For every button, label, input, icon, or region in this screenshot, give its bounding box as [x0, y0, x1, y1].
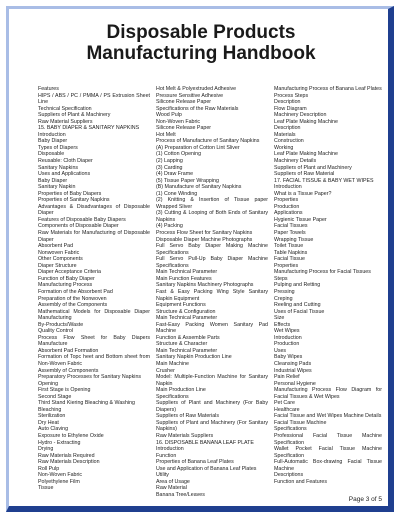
- contents-item: (1) Cotton Opening: [156, 151, 202, 158]
- contents-item: Facial Tissue Machine: [274, 419, 327, 426]
- contents-item: Sterilization: [38, 413, 66, 420]
- contents-item: Third Stand Kiering Bleaching & Washing: [38, 400, 135, 407]
- contents-item: Properties: [274, 262, 299, 269]
- contents-item: (1) Cone Winding: [156, 190, 198, 197]
- contents-item: Introduction: [38, 131, 66, 138]
- contents-item: Process of Manufacture of Sanitary Napkins: [156, 138, 260, 145]
- contents-item: Introduction: [156, 446, 184, 453]
- contents-item: Components of Disposable Diaper: [38, 223, 119, 230]
- contents-item: Pain Relief: [274, 374, 300, 381]
- contents-item: Manufacturing Process for Facial Tissues: [274, 269, 371, 276]
- contents-item: Suppliers of Plant and Machinery (For Sanitary Napkins): [156, 419, 268, 433]
- contents-item: Sanitary Napkins: [38, 164, 79, 171]
- contents-item: 15. BABY DIAPER & SANITARY NAPKINS: [38, 125, 140, 132]
- contents-item: Wallet Pocket Facial Tissue Machine Specification: [274, 446, 382, 459]
- contents-item: Introduction: [274, 334, 302, 341]
- contents-item: Hygienic Tissue Paper: [274, 216, 327, 223]
- contents-item: Cleansing Pads: [274, 360, 312, 367]
- contents-item: Facial Tissue and Wet Wipes Machine Details: [274, 413, 382, 420]
- contents-item: Paper Towels: [274, 230, 306, 237]
- contents-item: Types of Diapers: [38, 144, 78, 151]
- contents-item: Full Servo Baby Diaper Making Machine Specifications: [156, 243, 268, 256]
- contents-item: Equipment Functions: [156, 302, 206, 309]
- contents-item: Steps: [274, 275, 288, 282]
- contents-item: Function: [156, 452, 177, 459]
- contents-item: Mathematical Models for Disposable Diaper Manufacturing: [38, 308, 150, 322]
- contents-item: Working: [274, 144, 294, 151]
- contents-item: Main Machine: [156, 360, 189, 367]
- contents-item: Advantages & Disadvantages of Disposable Diaper: [38, 203, 150, 217]
- contents-item: Hot Melt & Polyextruded Adhesive: [156, 86, 237, 92]
- contents-item: Industrial Wipes: [274, 367, 312, 374]
- contents-item: Preparation of the Nonwoven: [38, 295, 107, 302]
- page-number: Page 3 of 5: [348, 496, 382, 503]
- contents-item: Uses and Applications: [38, 171, 91, 178]
- contents-item: Wood Pulp: [156, 112, 182, 119]
- contents-item: (4) Draw Frame: [156, 171, 194, 178]
- page-title: [14, 22, 388, 64]
- contents-item: Formation of the Absorbent Pad: [38, 288, 113, 295]
- contents-item: Raw Material Suppliers: [38, 118, 93, 125]
- contents-column-1: [38, 86, 150, 498]
- contents-item: Flow Diagram: [274, 105, 307, 112]
- contents-item: Machinery Details: [274, 158, 317, 165]
- contents-item: Sanitary Napkins Machinery Photographs: [156, 282, 254, 289]
- contents-item: Main Technical Parameter: [156, 347, 218, 354]
- contents-item: Suppliers of Plant and Machinery (For Baby Diapers): [156, 400, 268, 413]
- contents-item: Second Stage: [38, 393, 72, 400]
- contents-item: Non-Woven Fabric: [38, 472, 83, 479]
- contents-item: Production: [274, 341, 300, 348]
- contents-item: Pet Care: [274, 400, 295, 407]
- contents-item: Disposable: [38, 151, 65, 158]
- contents-item: (3) Cutting & Looping of Both Ends of Sanitary Napkins: [156, 210, 268, 223]
- contents-item: Features of Disposable Baby Diapers: [38, 216, 126, 223]
- contents-item: Uses of Facial Tissue: [274, 308, 325, 315]
- contents-item: 17. FACIAL TISSUE & BABY WET WIPES: [274, 177, 374, 184]
- contents-item: Personal Hygiene: [274, 380, 316, 387]
- contents-item: Leaf Plate Making Machine: [274, 151, 338, 158]
- contents-item: Size: [274, 315, 285, 322]
- contents-item: Specifications: [274, 426, 307, 433]
- contents-item: HIPS / ABS / PC / PMMA / PS Extrusion Sheet Line: [38, 92, 150, 106]
- contents-item: Function of Baby Diaper: [38, 275, 95, 282]
- contents-item: Polyethylene Film: [38, 478, 80, 485]
- contents-item: Sanitary Napkin Production Line: [156, 354, 232, 361]
- contents-item: Descriptions: [274, 472, 304, 479]
- contents-item: Diaper Structure: [38, 262, 77, 269]
- contents-item: First Stage is Opening: [38, 387, 91, 394]
- contents-item: Facial Tissues: [274, 223, 308, 230]
- contents-item: Structure & Configuration: [156, 308, 216, 315]
- contents-item: Construction: [274, 138, 304, 145]
- contents-item: Diaper Acceptance Criteria: [38, 269, 102, 276]
- contents-item: By-Products/Waste: [38, 321, 84, 328]
- contents-item: Absorbent Pad: [38, 243, 74, 250]
- contents-item: Pressure Sensitive Adhesive: [156, 92, 224, 99]
- contents-item: Main Production Line: [156, 387, 206, 394]
- contents-item: Properties: [274, 197, 299, 204]
- contents-item: Assembly of Components: [38, 367, 99, 374]
- contents-item: Function and Features: [274, 478, 327, 485]
- contents-item: Quality Control: [38, 328, 74, 335]
- contents-item: Hydro - Extracting: [38, 439, 81, 446]
- contents-item: (3) Carding: [156, 164, 183, 171]
- contents-item: Other Components: [38, 256, 83, 263]
- contents-item: Bleaching: [38, 406, 62, 413]
- contents-item: Suppliers of Plant & Machinery: [38, 112, 111, 119]
- contents-item: Model: Multiple-Function Machine for Sanitary Napkin: [156, 374, 268, 387]
- contents-item: Pressing: [274, 288, 295, 295]
- contents-item: Silicone Release Paper: [156, 125, 212, 132]
- contents-item: Tissue: [38, 485, 54, 492]
- contents-item: (2) Knitting & Insertion of Tissue paper Wrapped Sliver: [156, 197, 268, 210]
- contents-item: Suppliers of Raw Material: [274, 171, 335, 178]
- contents-item: Main Function Features: [156, 275, 212, 282]
- contents-item: Fast-Easy Packing Women Sanitary Pad Machine: [156, 321, 268, 335]
- contents-item: Introduction: [274, 184, 302, 191]
- contents-item: Healthcare: [274, 406, 300, 413]
- contents-item: Utility: [156, 472, 169, 479]
- contents-item: Suppliers of Raw Materials: [156, 413, 219, 420]
- contents-item: Facial Tissue: [274, 256, 305, 263]
- contents-item: Materials: [274, 131, 296, 138]
- contents-item: Leaf Plate Making Machine: [274, 118, 338, 125]
- contents-item: (B) Manufacture of Sanitary Napkins: [156, 184, 242, 191]
- contents-item: Use and Application of Banana Leaf Plates: [156, 465, 257, 472]
- contents-item: Reeling and Cutting: [274, 302, 321, 309]
- contents-item: Specifications: [156, 393, 189, 400]
- contents-item: Raw Materials for Manufacturing of Disposable Diaper: [38, 230, 150, 243]
- contents-item: Fast & Easy Packing Wing Style Sanitary Napkin Equipment: [156, 288, 268, 302]
- contents-item: Baby Wipes: [274, 354, 303, 361]
- contents-item: Properties of Banana Leaf Plates: [156, 459, 234, 466]
- contents-item: (4) Packing: [156, 223, 183, 230]
- contents-item: What is a Tissue Paper?: [274, 190, 332, 197]
- contents-item: Full Servo Pull-Up Baby Diaper Machine Specifications: [156, 256, 268, 269]
- title-line-2: Manufacturing Handbook: [86, 43, 316, 64]
- contents-item: Absorbent Pad Formation: [38, 347, 99, 354]
- contents-item: Description: [274, 99, 301, 106]
- contents-item: Creping: [274, 295, 293, 302]
- contents-item: Uses: [274, 347, 287, 354]
- contents-item: Area of Usage: [156, 478, 190, 485]
- contents-item: Nonwoven Fabric: [38, 249, 80, 256]
- contents-item: Manufacturing Process of Banana Leaf Plates: [274, 86, 382, 92]
- contents-item: Professional Facial Tissue Machine Specification: [274, 432, 382, 446]
- contents-item: Suppliers of Plant and Machinery: [274, 164, 352, 171]
- contents-item: Sanitary Napkin: [38, 184, 76, 191]
- title-line-1: Disposable Products: [106, 22, 296, 43]
- contents-item: Pulping and Retting: [274, 282, 321, 289]
- contents-item: Raw Materials Required: [38, 452, 95, 459]
- contents-item: Production: [274, 203, 300, 210]
- contents-item: Formation of Topc heet and Bottom sheet from Non-Woven Fabric: [38, 354, 150, 367]
- contents-item: Raw Materials Suppliers: [156, 432, 214, 439]
- contents-item: Toilet Tissue: [274, 243, 304, 250]
- contents-item: Process Flow Sheet for Sanitary Napkins: [156, 230, 253, 237]
- contents-item: Assembly of the Components: [38, 302, 108, 309]
- contents-item: Dry Heat: [38, 419, 59, 426]
- contents-item: Effects: [274, 321, 291, 328]
- contents-item: Banana Tree/Leaves: [156, 491, 205, 498]
- contents-item: Baby Diaper: [38, 177, 68, 184]
- contents-item: Function & Assemble Parts: [156, 334, 220, 341]
- contents-item: Non-Woven Fabric: [156, 118, 201, 125]
- contents-item: Opening: [38, 380, 59, 387]
- contents-item: (A) Preparation of Cotton Lint Sliver: [156, 144, 240, 151]
- contents-item: Process Flow Sheet for Baby Diapers Manufacture: [38, 334, 150, 348]
- contents-item: (5) Tissue Paper Wrapping: [156, 177, 219, 184]
- contents-item: Drying: [38, 446, 54, 453]
- contents-item: Properties of Sanitary Napkins: [38, 197, 110, 204]
- contents-item: Structure & Character: [156, 341, 208, 348]
- contents-item: Technical Specification: [38, 105, 92, 112]
- contents-columns: [14, 86, 388, 498]
- contents-item: Manufacturing Process Flow Diagram for Facial Tissues & Wet Wipes: [274, 387, 382, 400]
- contents-item: Main Technical Parameter: [156, 315, 218, 322]
- contents-item: (2) Lapping: [156, 158, 183, 165]
- contents-item: Specifications of the Raw Materials: [156, 105, 239, 112]
- contents-item: Raw Materials Description: [38, 459, 100, 466]
- contents-item: Manufacturing Process: [38, 282, 93, 289]
- contents-item: Wet Wipes: [274, 328, 300, 335]
- contents-column-3: [274, 86, 382, 498]
- contents-item: Description: [274, 125, 301, 132]
- contents-item: Disposable Diaper Machine Photographs: [156, 236, 253, 243]
- contents-item: Applications: [274, 210, 303, 217]
- contents-item: Silicone Release Paper: [156, 99, 212, 106]
- contents-item: Raw Material: [156, 485, 187, 492]
- contents-item: Properties of Baby Diapers: [38, 190, 102, 197]
- contents-item: Table Napkins: [274, 249, 308, 256]
- contents-item: Full-Automatic Box-drawing Facial Tissue Machine: [274, 459, 382, 472]
- contents-item: Roll Pulp: [38, 465, 60, 472]
- contents-item: Baby Diaper: [38, 138, 68, 145]
- contents-item: Preparatory Processes for Sanitary Napkins: [38, 374, 142, 381]
- contents-item: Reusable: Cloth Diaper: [38, 158, 93, 165]
- contents-item: Main Technical Parameter: [156, 269, 218, 276]
- contents-item: Hot Melt: [156, 131, 176, 138]
- contents-item: Exposure to Ethylene Oxide: [38, 432, 104, 439]
- contents-item: Wrapping Tissue: [274, 236, 314, 243]
- contents-item: Crusher: [156, 367, 175, 374]
- contents-item: Machinery Description: [274, 112, 327, 119]
- contents-item: Process Steps: [274, 92, 309, 99]
- contents-item: 16. DISPOSABLE BANANA LEAF PLATE: [156, 439, 254, 446]
- contents-column-2: [156, 86, 268, 498]
- contents-item: Features: [38, 86, 59, 92]
- contents-item: Auto Claving: [38, 426, 69, 433]
